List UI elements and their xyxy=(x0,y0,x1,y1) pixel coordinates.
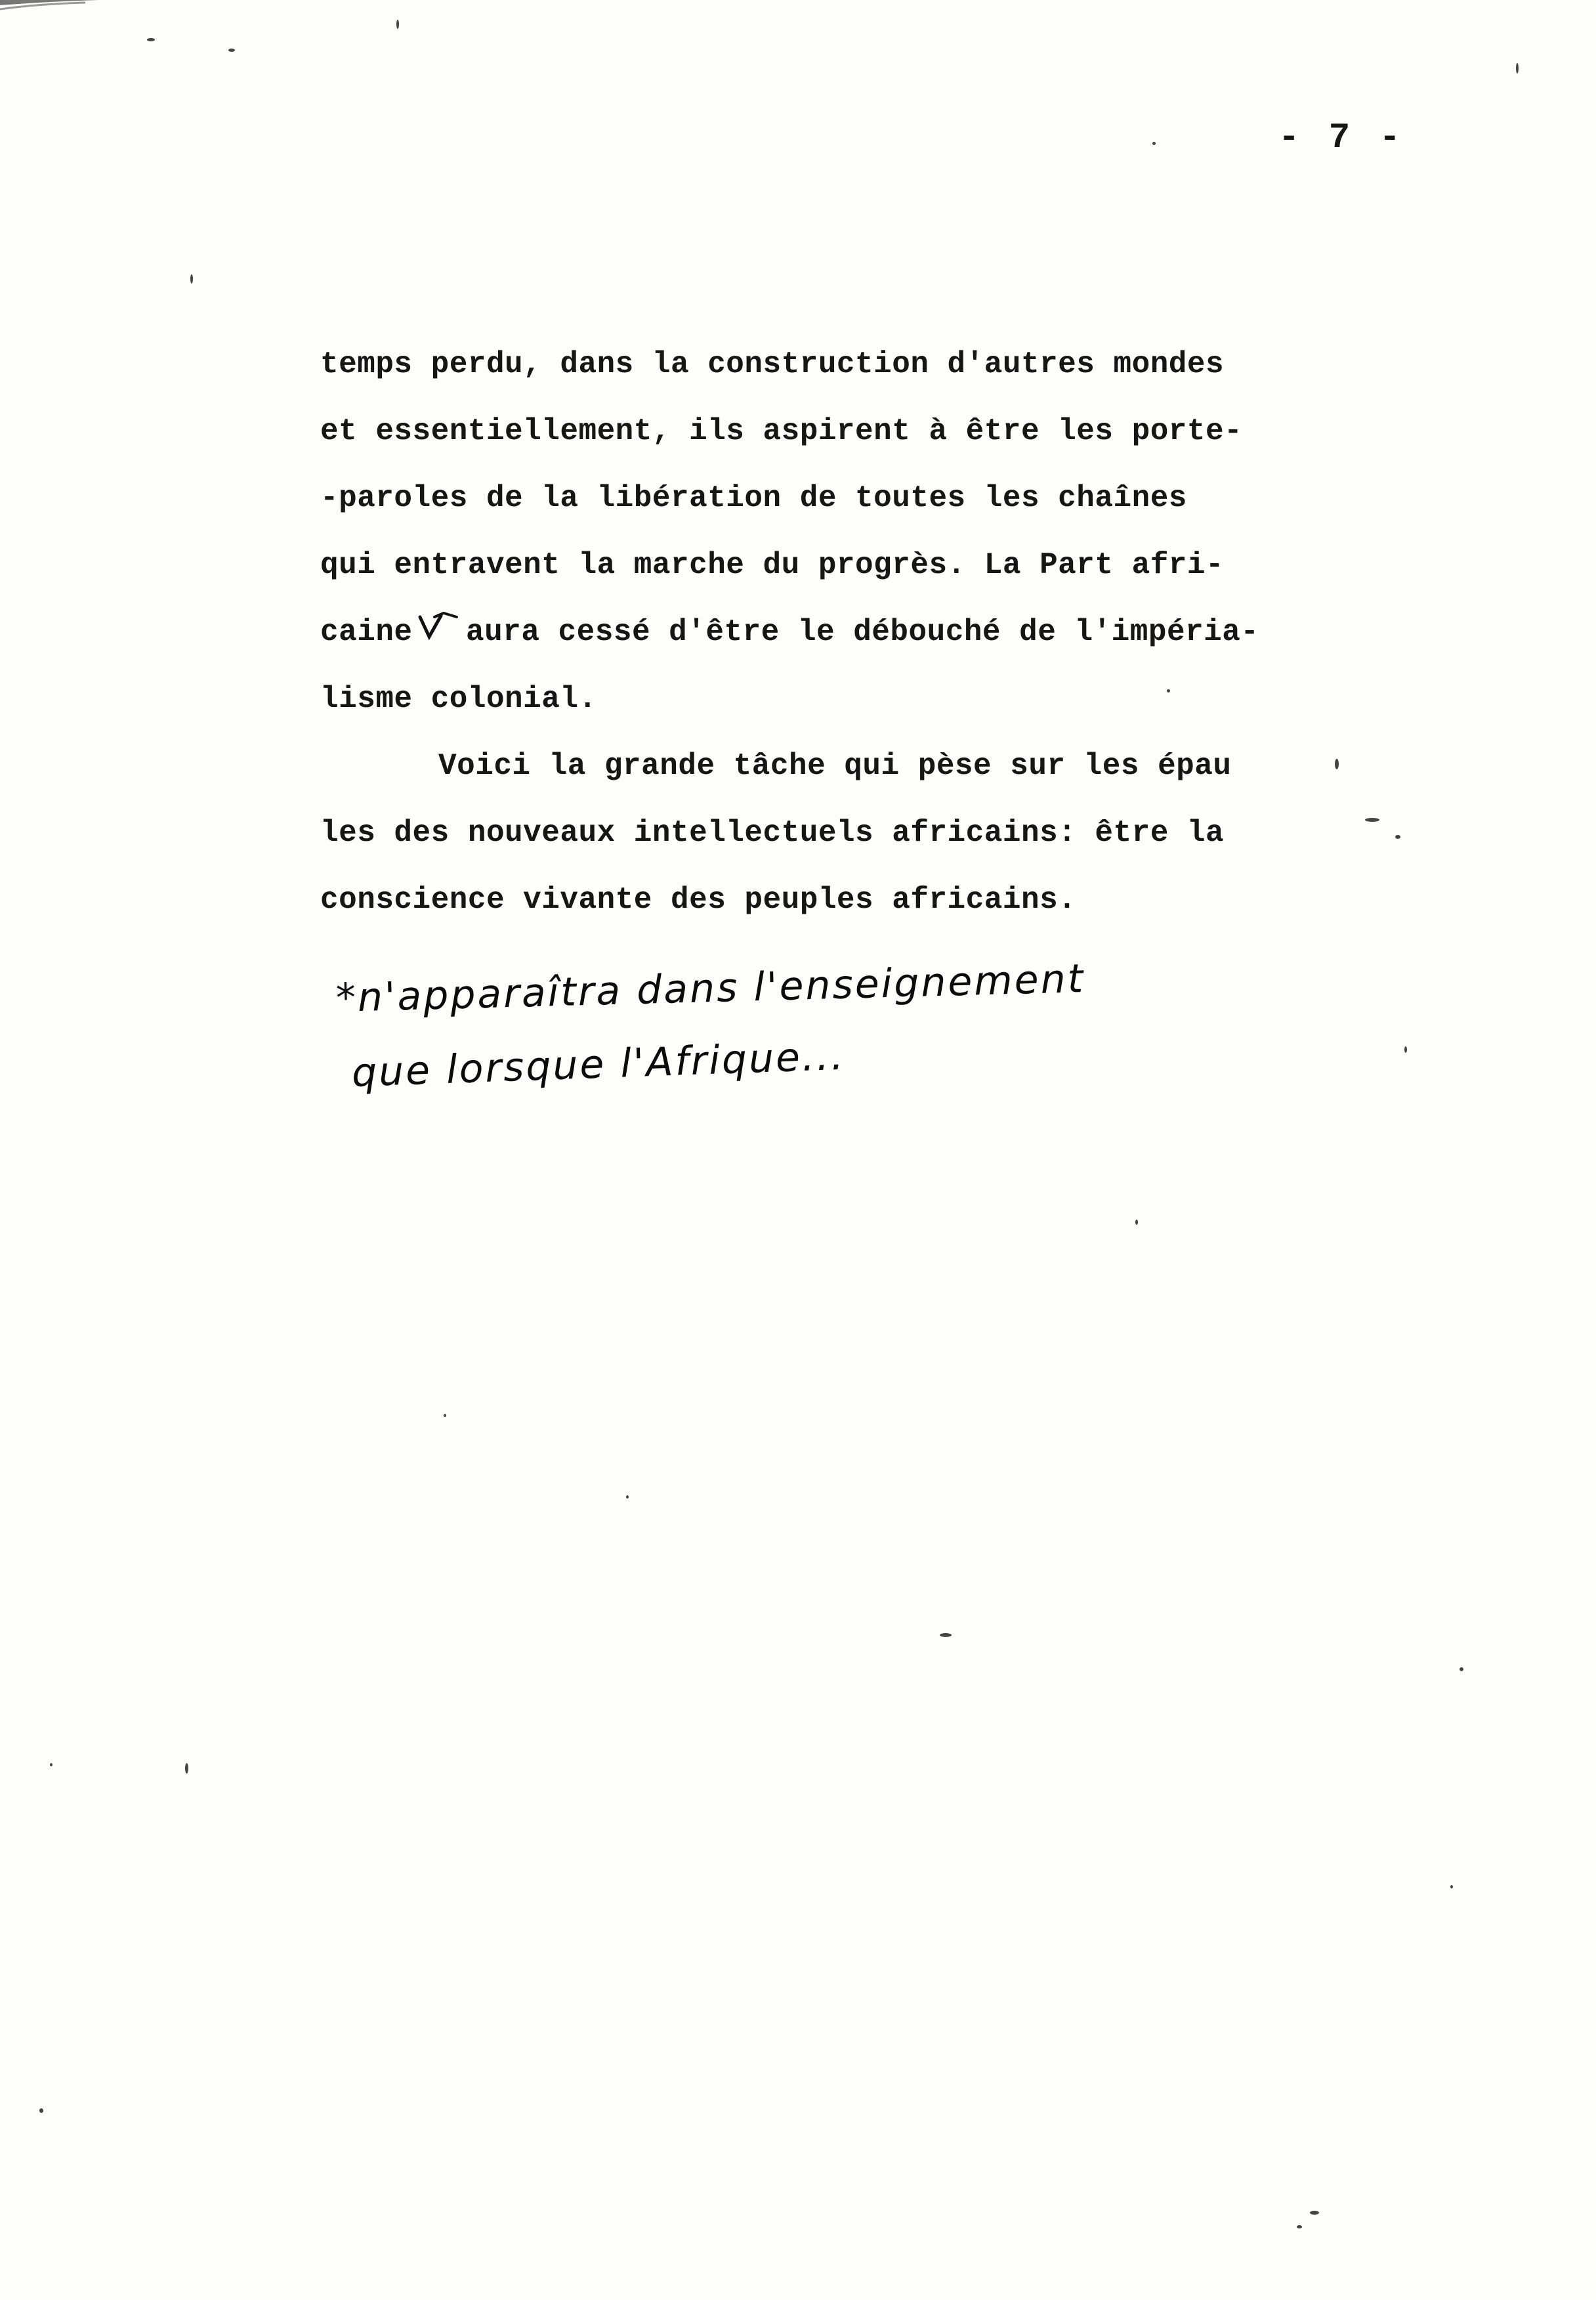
corner-smudge xyxy=(0,0,171,26)
scan-speck xyxy=(1450,1885,1453,1888)
body-line-6: lisme colonial. xyxy=(320,682,597,716)
scan-speck xyxy=(1297,2225,1302,2228)
body-line-7: Voici la grande tâche qui pèse sur les épau xyxy=(438,749,1232,783)
scan-speck xyxy=(190,274,193,284)
scan-speck xyxy=(1167,689,1170,692)
scan-speck xyxy=(1404,1046,1407,1053)
scan-speck xyxy=(1135,1220,1138,1225)
body-line-8: les des nouveaux intellectuels africains: être la xyxy=(320,816,1225,850)
scan-speck xyxy=(1152,142,1156,145)
body-line-9: conscience vivante des peuples africains. xyxy=(320,883,1077,917)
body-line-1: temps perdu, dans la construction d'autres mondes xyxy=(320,347,1225,381)
scan-speck xyxy=(1516,63,1519,74)
scan-speck xyxy=(185,1763,188,1774)
body-line-2: et essentiellement, ils aspirent à être les porte- xyxy=(320,414,1243,448)
scan-speck xyxy=(940,1633,952,1637)
scan-speck xyxy=(39,2108,43,2113)
scan-speck xyxy=(1310,2211,1319,2215)
handwritten-note-line-2: que lorsque l'Afrique... xyxy=(350,1033,847,1096)
handwritten-note-line-1: *n'apparaîtra dans l'enseignement xyxy=(335,956,1086,1021)
scan-speck xyxy=(228,49,235,52)
scan-speck xyxy=(50,1763,52,1766)
scan-speck xyxy=(1395,835,1400,839)
body-line-4: qui entravent la marche du progrès. La Part afri- xyxy=(320,548,1225,582)
scan-speck xyxy=(1460,1667,1463,1671)
body-line-3: -paroles de la libération de toutes les chaînes xyxy=(320,481,1187,515)
scan-speck xyxy=(1335,759,1339,769)
scan-speck xyxy=(1365,818,1379,822)
body-line-5a: caine xyxy=(320,615,413,649)
scan-speck xyxy=(626,1495,629,1499)
insertion-caret xyxy=(415,610,467,642)
scan-speck xyxy=(444,1414,446,1417)
scan-speck xyxy=(147,38,155,41)
page-number: - 7 - xyxy=(1278,118,1405,158)
body-line-5b: aura cessé d'être le débouché de l'impéria- xyxy=(466,615,1259,649)
scan-speck xyxy=(396,20,399,29)
